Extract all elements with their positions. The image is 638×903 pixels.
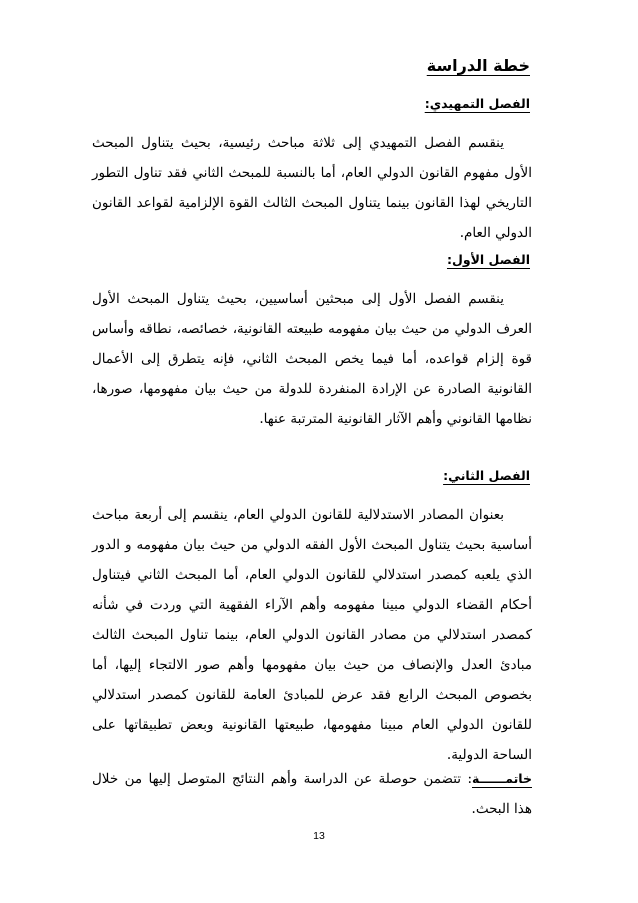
page-number: 13: [313, 830, 325, 842]
section-heading-chapter-two: الفصل الثاني:: [443, 468, 530, 483]
conclusion-label: خاتمــــــة: [472, 771, 532, 786]
section-paragraph: [92, 128, 532, 248]
section-text-intro: ينقسم الفصل التمهيدي إلى ثلاثة مباحث رئيسية، بحيث يتناول المبحث الأول مفهوم القانون الدولي العام، أما بالنسبة للمبحث الثاني فقد تناول التطور التاريخي لهذا القانون بينما يتناول المبحث الثالث القوة الإلزامية لقواعد القانون الدولي العام.: [92, 135, 532, 241]
section-paragraph: [92, 284, 532, 434]
page-title: خطة الدراسة: [426, 56, 530, 75]
conclusion-block: [92, 764, 532, 824]
section-text-intro-block: [92, 128, 532, 248]
conclusion-text: : تتضمن حوصلة عن الدراسة وأهم النتائج المتوصل إليها من خلال هذا البحث.: [92, 771, 532, 817]
conclusion-paragraph: [92, 764, 532, 824]
section-heading-intro: الفصل التمهيدي:: [424, 96, 530, 111]
section-text-chapter-one-block: [92, 284, 532, 434]
section-text-chapter-one: ينقسم الفصل الأول إلى مبحثين أساسيين، بحيث يتناول المبحث الأول العرف الدولي من حيث بيان مفهومه طبيعته القانونية، خصائصه، نطاقه وأساس قوة إلزام قواعده، أما فيما يخص المبحث الثاني، فإنه يتطرق إلى الأعمال القانونية الصادرة عن الإرادة المنفردة للدولة من حيث بيان مفهومها، صورها، نظامها القانوني وأهم الآثار القانونية المترتبة عنها.: [92, 291, 532, 427]
section-heading-chapter-one: الفصل الأول:: [446, 252, 530, 267]
section-text-chapter-two: بعنوان المصادر الاستدلالية للقانون الدولي العام، ينقسم إلى أربعة مباحث أساسية بحيث يتناول المبحث الأول الفقه الدولي من حيث بيان مفهومه و الدور الذي يلعبه كمصدر استدلالي للقانون الدولي العام، أما المبحث الثاني فيتناول أحكام القضاء الدولي مبينا مفهومه وأهم الآراء الفقهية التي وردت في شأنه كمصدر استدلالي من مصادر القانون الدولي العام، بينما تناول المبحث الثالث مبادئ العدل والإنصاف من حيث بيان مفهومها وأهم صور الالتجاء إليها، أما بخصوص المبحث الرابع فقد عرض للمبادئ العامة للقانون كمصدر استدلالي للقانون الدولي العام مبينا مفهومها، طبيعتها القانونية وبعض تطبيقاتها على الساحة الدولية.: [92, 507, 532, 763]
section-paragraph: [92, 500, 532, 770]
section-text-chapter-two-block: [92, 500, 532, 770]
